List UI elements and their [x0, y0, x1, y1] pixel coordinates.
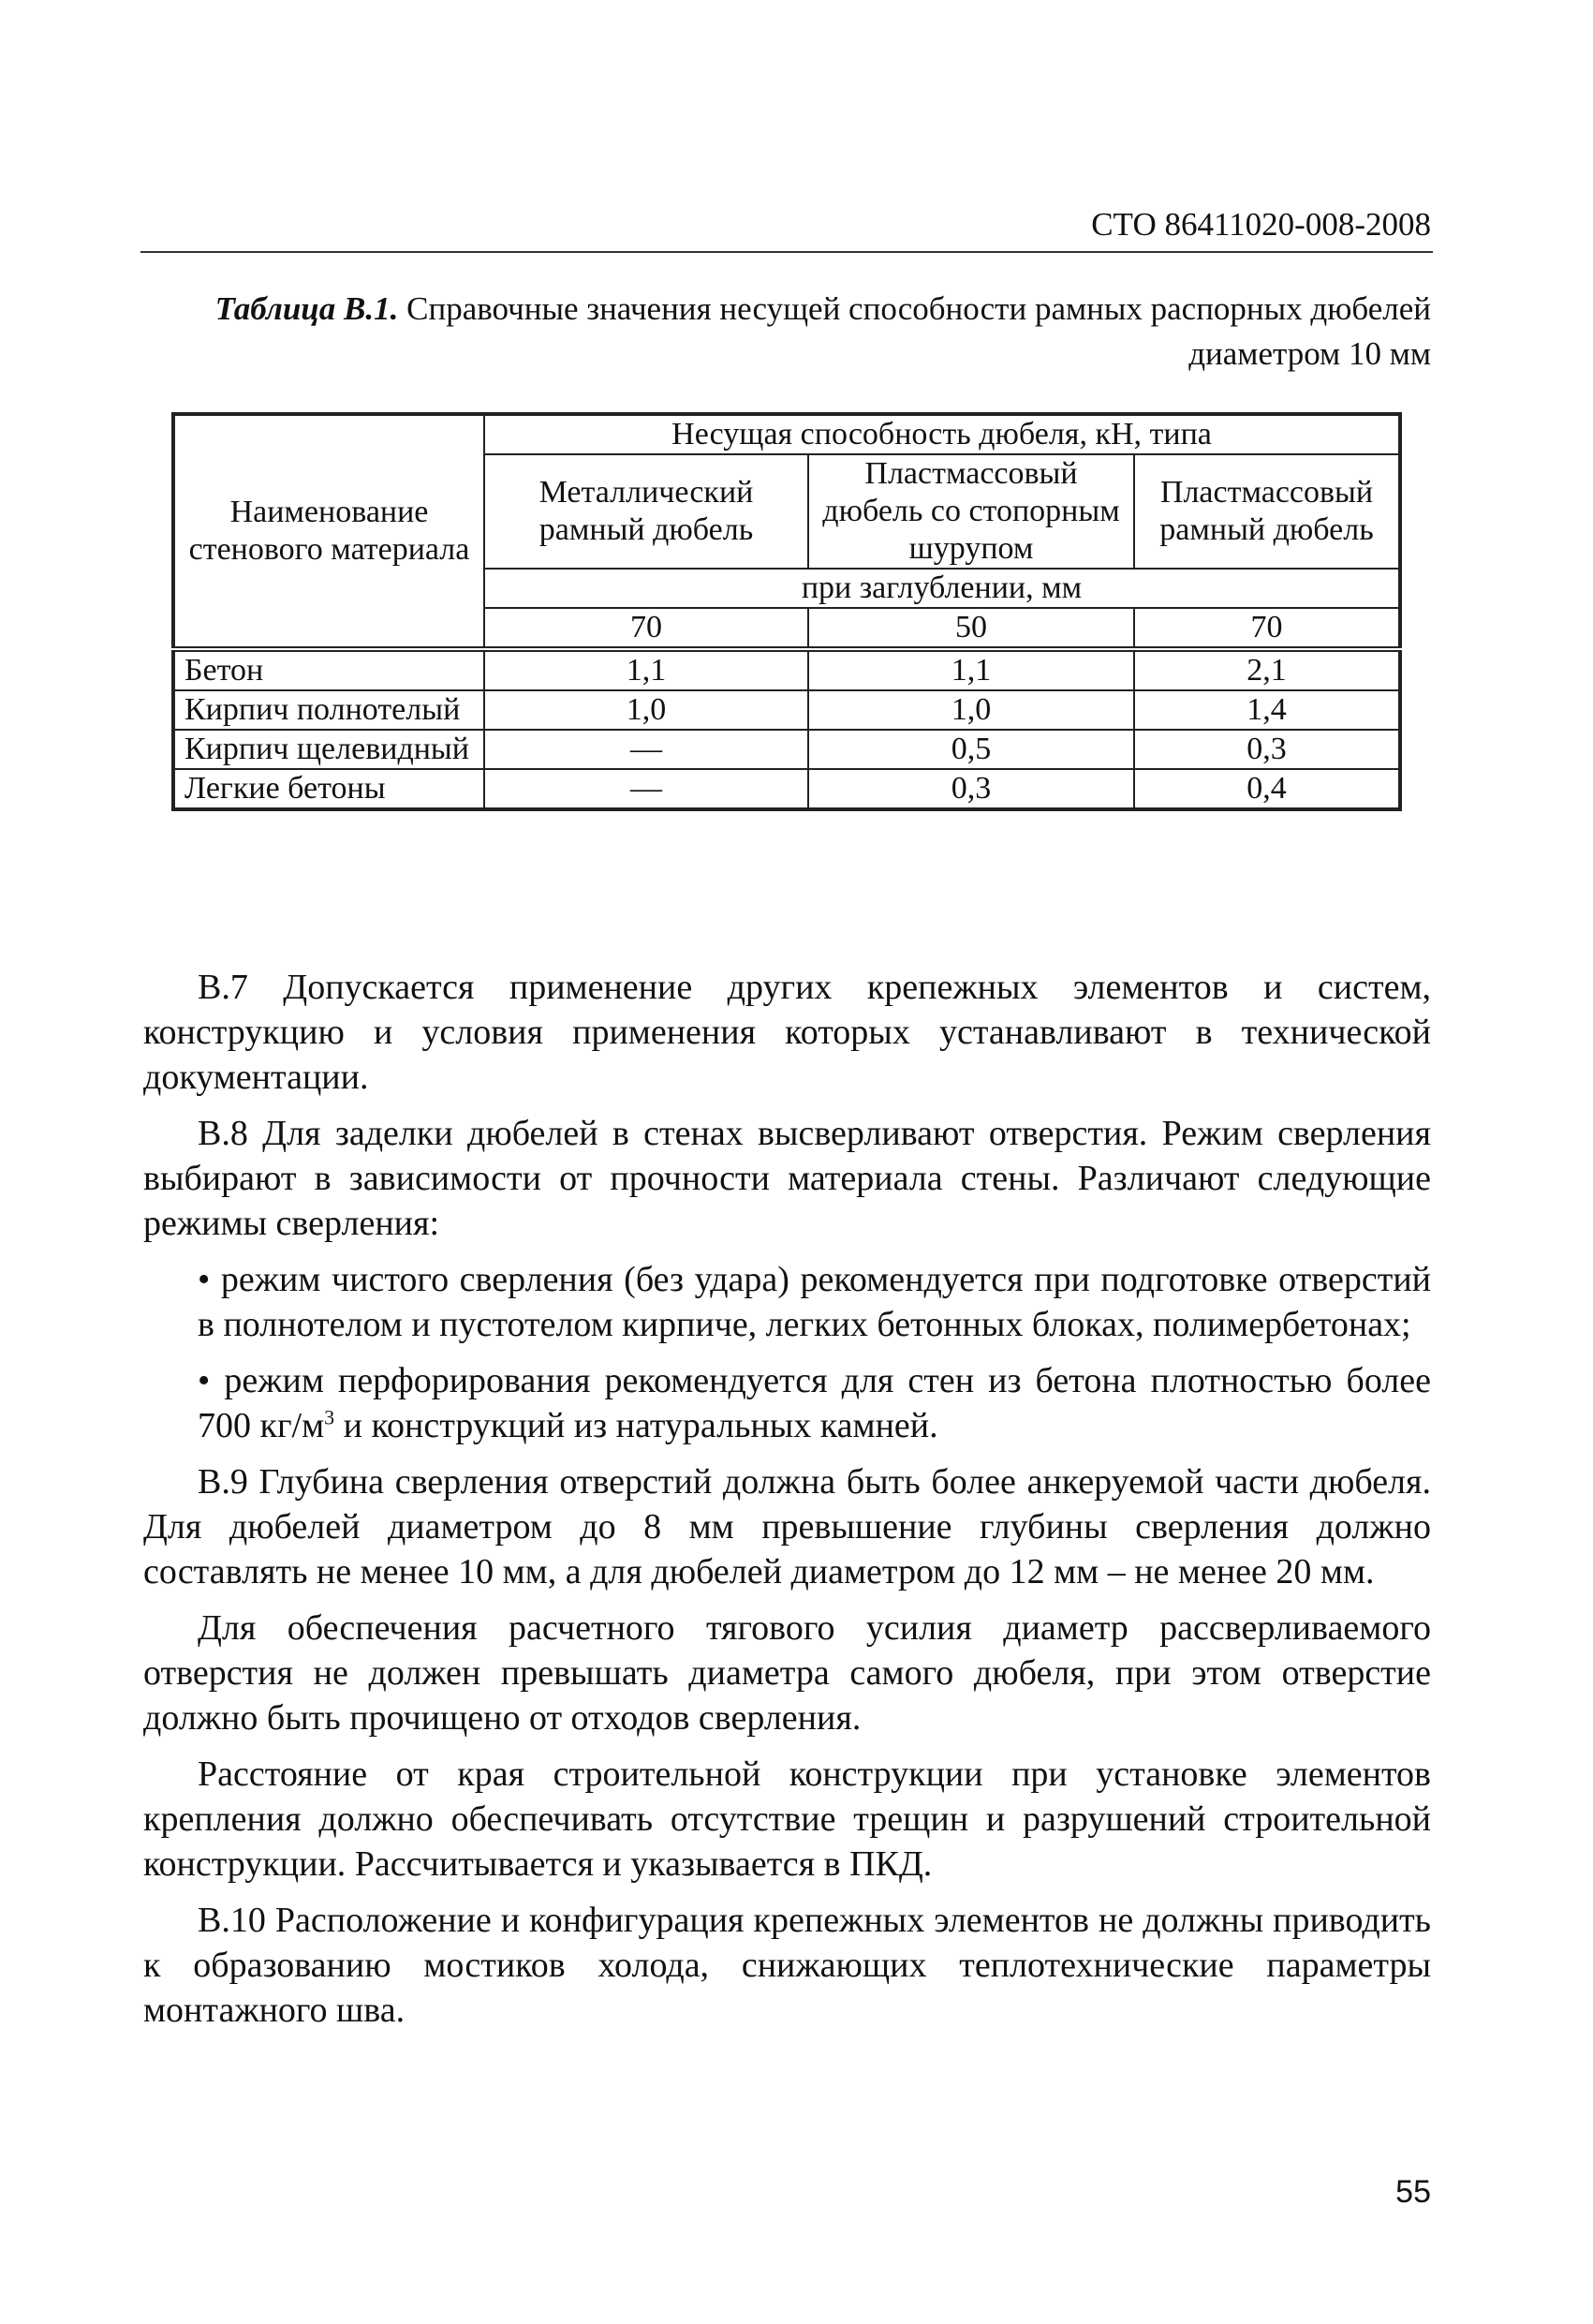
- depth-cell: 70: [1134, 608, 1400, 649]
- table-caption-text: Справочные значения несущей способности рамных распорных дюбелей диаметром 10 мм: [398, 290, 1431, 372]
- table-header-row: [173, 414, 1400, 454]
- paragraph-b9: В.9 Глубина сверления отверстий должна быть более анкеруемой части дюбеля. Для дюбелей диаметром до 8 мм превышение глубины сверления должно составлять не менее 10 мм, а для дюбелей диаметром до 12 мм – не менее 20 мм.: [143, 1462, 1431, 1591]
- bullet-text: [198, 1257, 1431, 1347]
- value-cell: 1,1: [808, 649, 1134, 690]
- depth-cell: 70: [484, 608, 808, 649]
- body-text: [143, 965, 1431, 2044]
- bullet-icon: •: [198, 1361, 211, 1400]
- bullet-text: [198, 1358, 1431, 1448]
- col-header-material: Наименование стенового материала: [173, 414, 484, 649]
- table-caption: [140, 287, 1431, 377]
- load-capacity-table: [171, 412, 1402, 811]
- col-header-type-1: Металлический рамный дюбель: [484, 454, 808, 569]
- table-row: [173, 649, 1400, 690]
- page-number: 55: [1395, 2174, 1431, 2210]
- value-cell: 1,4: [1134, 690, 1400, 730]
- paragraph-b7: В.7 Допускается применение других крепежных элементов и систем, конструкцию и условия применения которых устанавливают в технической документации.: [143, 968, 1431, 1097]
- value-cell: 1,0: [484, 690, 808, 730]
- value-cell: 0,4: [1134, 769, 1400, 809]
- table-row: [173, 690, 1400, 730]
- depth-cell: 50: [808, 608, 1134, 649]
- bullet-2-text-pre: режим перфорирования рекомендуется для стен из бетона плотностью более 700 кг/м: [198, 1361, 1432, 1445]
- value-cell: —: [484, 769, 808, 809]
- material-cell: Кирпич полнотелый: [173, 690, 484, 730]
- bullet-1-text: режим чистого сверления (без удара) рекомендуется при подготовке отверстий в полнотелом и пустотелом кирпиче, легких бетонных блоках, полимербетонах;: [198, 1260, 1431, 1344]
- group-header: Несущая способность дюбеля, кН, типа: [484, 414, 1400, 454]
- value-cell: 0,5: [808, 730, 1134, 769]
- col-header-type-2: Пластмассовый дюбель со стопорным шурупом: [808, 454, 1134, 569]
- material-cell: Легкие бетоны: [173, 769, 484, 809]
- paragraph-traction: Для обеспечения расчетного тягового усилия диаметр рассверливаемого отверстия не должен превышать диаметра самого дюбеля, при этом отверстие должно быть прочищено от отходов сверления.: [143, 1608, 1431, 1738]
- col-header-type-3: Пластмассовый рамный дюбель: [1134, 454, 1400, 569]
- value-cell: 0,3: [1134, 730, 1400, 769]
- list-item: [143, 1257, 1431, 1347]
- bullet-2-text-post: и конструкций из натуральных камней.: [334, 1406, 938, 1445]
- paragraph-edge: Расстояние от края строительной конструкции при установке элементов крепления должно обеспечивать отсутствие трещин и разрушений строительной конструкции. Рассчитывается и указывается в ПКД.: [143, 1754, 1431, 1884]
- value-cell: 0,3: [808, 769, 1134, 809]
- material-cell: Кирпич щелевидный: [173, 730, 484, 769]
- document-code: СТО 86411020-008-2008: [1091, 206, 1431, 243]
- depth-header: при заглублении, мм: [484, 569, 1400, 608]
- paragraph-b10: В.10 Расположение и конфигурация крепежных элементов не должны приводить к образованию мостиков холода, снижающих теплотехнические параметры монтажного шва.: [143, 1901, 1431, 2030]
- material-cell: Бетон: [173, 649, 484, 690]
- list-item: [143, 1358, 1431, 1448]
- bullet-icon: •: [198, 1260, 211, 1299]
- table-row: [173, 730, 1400, 769]
- value-cell: 1,1: [484, 649, 808, 690]
- table-caption-lead: Таблица В.1.: [214, 290, 399, 327]
- table-row: [173, 769, 1400, 809]
- bullet-2-superscript: 3: [324, 1405, 335, 1429]
- header-rule: [140, 251, 1433, 253]
- value-cell: —: [484, 730, 808, 769]
- paragraph-b8: В.8 Для заделки дюбелей в стенах высверливают отверстия. Режим сверления выбирают в зависимости от прочности материала стены. Различают следующие режимы сверления:: [143, 1114, 1431, 1243]
- value-cell: 1,0: [808, 690, 1134, 730]
- value-cell: 2,1: [1134, 649, 1400, 690]
